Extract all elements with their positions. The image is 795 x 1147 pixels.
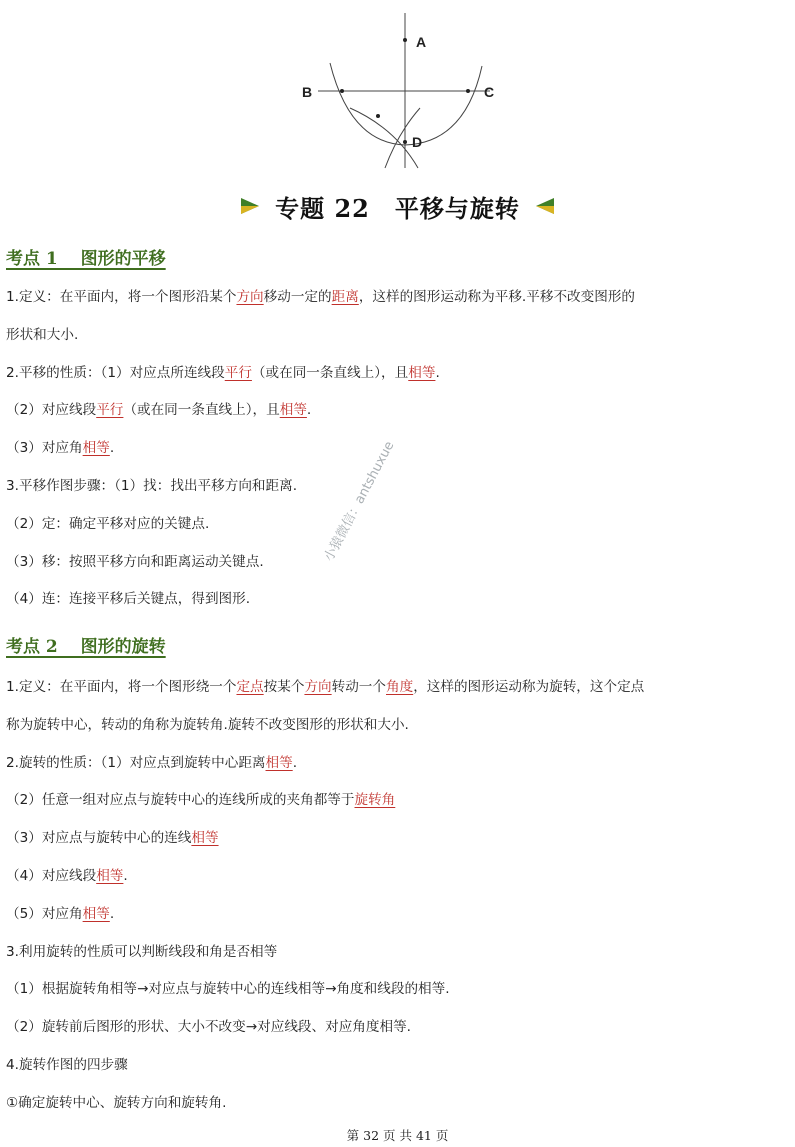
page-title-row — [0, 186, 795, 226]
left-arrow-icon — [534, 195, 556, 217]
text-line — [6, 866, 789, 886]
text-line — [6, 790, 789, 810]
point-a — [403, 38, 407, 42]
text-line — [6, 400, 789, 420]
text-segment: 形状和大小. — [6, 326, 79, 343]
text-line — [6, 1055, 789, 1075]
key-term: 角度 — [386, 679, 414, 695]
key-term: 相等 — [82, 440, 110, 457]
text-segment: ，这样的图形运动称为旋转，这个定点 — [413, 679, 645, 695]
text-segment: 1.定义：在平面内，将一个图形绕一个 — [6, 679, 237, 695]
text-line — [6, 476, 789, 496]
compass-construction-figure — [290, 8, 510, 178]
text-line — [6, 514, 789, 534]
text-segment: . — [435, 364, 440, 381]
arc-from-b — [350, 108, 418, 168]
text-segment: （2）定：确定平移对应的关键点. — [6, 515, 210, 532]
text-segment: （1）根据旋转角相等→对应点与旋转中心的连线相等→角度和线段的相等. — [6, 981, 450, 998]
text-segment: （3）移：按照平移方向和距离运动关键点. — [6, 553, 264, 570]
text-segment: . — [109, 905, 115, 922]
text-line — [6, 828, 789, 848]
label-d: D — [412, 134, 423, 150]
key-term: 方向 — [236, 289, 264, 305]
text-line — [6, 552, 789, 572]
key-term: 平行 — [224, 364, 252, 381]
key-term: 相等 — [279, 402, 307, 419]
section-heading-translation: 考点 1 图形的平移 — [6, 249, 166, 269]
text-segment: （或在同一条直线上），且 — [123, 402, 280, 419]
text-line — [6, 438, 789, 458]
text-line — [6, 1017, 789, 1037]
text-line — [6, 753, 789, 773]
label-b: B — [302, 84, 313, 100]
right-arrow-icon — [239, 195, 261, 217]
text-line — [6, 942, 789, 962]
text-line — [6, 715, 789, 735]
point-d — [403, 140, 407, 144]
text-segment: . — [123, 868, 128, 884]
key-term: 相等 — [408, 364, 436, 381]
text-segment: 称为旋转中心，转动的角称为旋转角.旋转不改变图形的形状和大小. — [6, 716, 409, 733]
text-segment: ，这样的图形运动称为平移.平移不改变图形的 — [358, 289, 636, 305]
key-term: 距离 — [331, 289, 359, 305]
key-term: 相等 — [82, 905, 110, 922]
key-term: 相等 — [191, 830, 219, 847]
key-term: 旋转角 — [354, 792, 396, 809]
page-title: 专题 22 平移与旋转 — [275, 193, 520, 223]
text-segment: （2）对应线段 — [6, 402, 97, 419]
text-segment: ①确定旋转中心、旋转方向和旋转角. — [6, 1094, 227, 1111]
point-c — [466, 89, 470, 93]
text-segment: （5）对应角 — [6, 905, 83, 922]
label-a: A — [416, 34, 427, 50]
text-segment: . — [306, 402, 312, 419]
text-line — [6, 979, 789, 999]
text-segment: 移动一定的 — [263, 289, 332, 305]
text-segment: （或在同一条直线上），且 — [251, 364, 409, 381]
text-segment: 1.定义：在平面内，将一个图形沿某个 — [6, 289, 237, 305]
text-segment: （4）连：连接平移后关键点，得到图形. — [6, 591, 251, 608]
text-segment: 转动一个 — [331, 679, 386, 695]
point-mid — [376, 114, 380, 118]
text-line — [6, 325, 789, 345]
text-segment: 4.旋转作图的四步骤 — [6, 1057, 128, 1073]
text-segment: （2）任意一组对应点与旋转中心的连线所成的夹角都等于 — [6, 792, 355, 809]
text-segment: . — [109, 440, 115, 457]
large-arc — [330, 63, 482, 145]
key-term: 平行 — [96, 402, 124, 419]
text-line — [6, 1093, 789, 1113]
text-line — [6, 363, 789, 383]
text-segment: （3）对应角 — [6, 440, 83, 457]
key-term: 相等 — [96, 868, 124, 884]
watermark: 小猿微信：antshuxue — [321, 439, 398, 564]
key-term: 方向 — [304, 679, 332, 695]
text-line — [6, 589, 789, 609]
text-segment: 按某个 — [263, 679, 305, 695]
text-segment: 2.旋转的性质：（1）对应点到旋转中心距离 — [6, 754, 266, 771]
text-segment: （3）对应点与旋转中心的连线 — [6, 830, 192, 847]
key-term: 定点 — [236, 679, 264, 695]
text-line — [6, 904, 789, 924]
point-b — [340, 89, 344, 93]
text-line — [6, 677, 789, 697]
text-segment: 3.平移作图步骤：（1）找：找出平移方向和距离. — [6, 478, 298, 494]
text-segment: （2）旋转前后图形的形状、大小不改变→对应线段、对应角度相等. — [6, 1019, 411, 1036]
key-term: 相等 — [265, 754, 293, 771]
label-c: C — [484, 84, 495, 100]
text-segment: . — [292, 754, 298, 771]
text-segment: 3.利用旋转的性质可以判断线段和角是否相等 — [6, 943, 278, 960]
text-line — [6, 287, 789, 307]
text-segment: （4）对应线段 — [6, 868, 97, 884]
section-heading-rotation: 考点 2 图形的旋转 — [6, 637, 166, 657]
page-footer: 第 32 页 共 41 页 — [346, 1128, 449, 1143]
text-segment: 2.平移的性质：（1）对应点所连线段 — [6, 364, 225, 381]
